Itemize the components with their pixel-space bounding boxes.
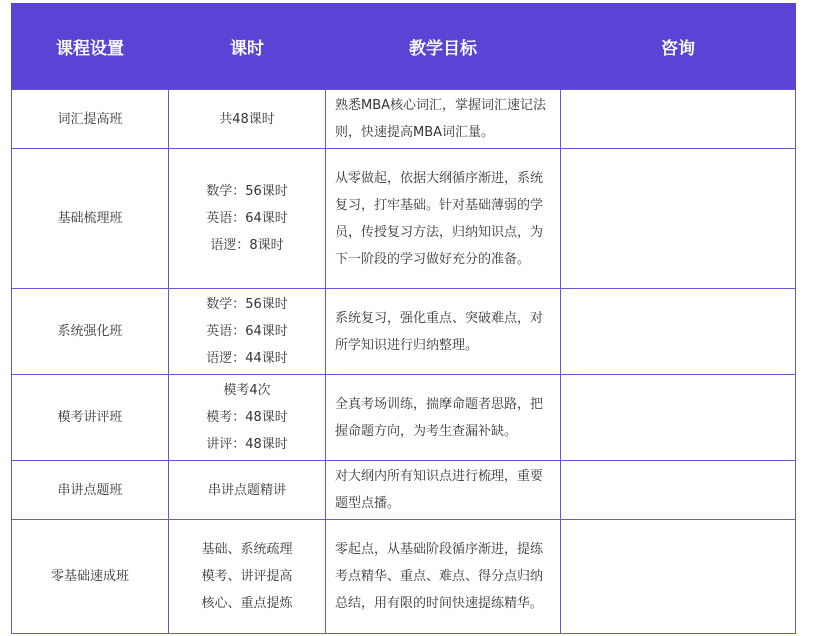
course-hours: [169, 289, 326, 375]
consult-cell[interactable]: [561, 149, 796, 289]
consult-cell[interactable]: [561, 520, 796, 634]
course-goal: 熟悉MBA核心词汇，掌握词汇速记法则，快速提高MBA词汇量。: [326, 90, 561, 149]
course-hours: [169, 375, 326, 461]
hours-line: 数学：56课时: [206, 184, 288, 199]
course-goal: 零起点，从基础阶段循序渐进，提练考点精华、重点、难点、得分点归纳总结，用有限的时间快速提练精华。: [326, 520, 561, 634]
table-row: [12, 90, 796, 149]
hours-line: 模考4次: [223, 383, 271, 398]
hours-line: 数学：56课时: [206, 297, 288, 312]
consult-cell[interactable]: [561, 375, 796, 461]
table-body: [12, 90, 796, 634]
header-course: 课程设置: [12, 3, 169, 90]
hours-line: 串讲点题精讲: [207, 482, 286, 498]
consult-cell[interactable]: [561, 90, 796, 149]
hours-line: 基础、系统疏理: [201, 542, 293, 557]
course-goal: 从零做起，依据大纲循序渐进，系统复习，打牢基础。针对基础薄弱的学员，传授复习方法，归纳知识点，为下一阶段的学习做好充分的准备。: [326, 149, 561, 289]
course-hours: [169, 90, 326, 149]
course-hours: [169, 149, 326, 289]
hours-line: 讲评：48课时: [206, 437, 288, 452]
hours-line: 核心、重点提炼: [201, 596, 293, 611]
table-header: [12, 3, 796, 90]
hours-line: 模考、讲评提高: [201, 569, 293, 584]
course-name: 词汇提高班: [12, 90, 169, 149]
course-hours: [169, 520, 326, 634]
course-table: [11, 3, 796, 634]
hours-line: 语逻：44课时: [206, 351, 288, 366]
course-name: 串讲点题班: [12, 461, 169, 520]
course-name: 系统强化班: [12, 289, 169, 375]
table-row: [12, 461, 796, 520]
hours-line: 英语：64课时: [206, 324, 288, 339]
hours-line: 共48课时: [219, 111, 275, 127]
consult-cell[interactable]: [561, 289, 796, 375]
course-name: 基础梳理班: [12, 149, 169, 289]
course-name: 模考讲评班: [12, 375, 169, 461]
header-row: [12, 3, 796, 90]
header-hours: 课时: [169, 3, 326, 90]
header-goal: 教学目标: [326, 3, 561, 90]
table-row: [12, 289, 796, 375]
course-goal: 全真考场训练，揣摩命题者思路，把握命题方向，为考生查漏补缺。: [326, 375, 561, 461]
course-goal: 系统复习，强化重点、突破难点，对所学知识进行归纳整理。: [326, 289, 561, 375]
course-name: 零基础速成班: [12, 520, 169, 634]
course-hours: [169, 461, 326, 520]
consult-cell[interactable]: [561, 461, 796, 520]
hours-line: 英语：64课时: [206, 211, 288, 226]
table-row: [12, 375, 796, 461]
course-table-container: [11, 3, 795, 634]
course-goal: 对大纲内所有知识点进行梳理，重要题型点播。: [326, 461, 561, 520]
hours-line: 模考：48课时: [206, 410, 288, 425]
header-consult: 咨询: [561, 3, 796, 90]
hours-line: 语逻：8课时: [210, 238, 284, 253]
table-row: [12, 520, 796, 634]
table-row: [12, 149, 796, 289]
